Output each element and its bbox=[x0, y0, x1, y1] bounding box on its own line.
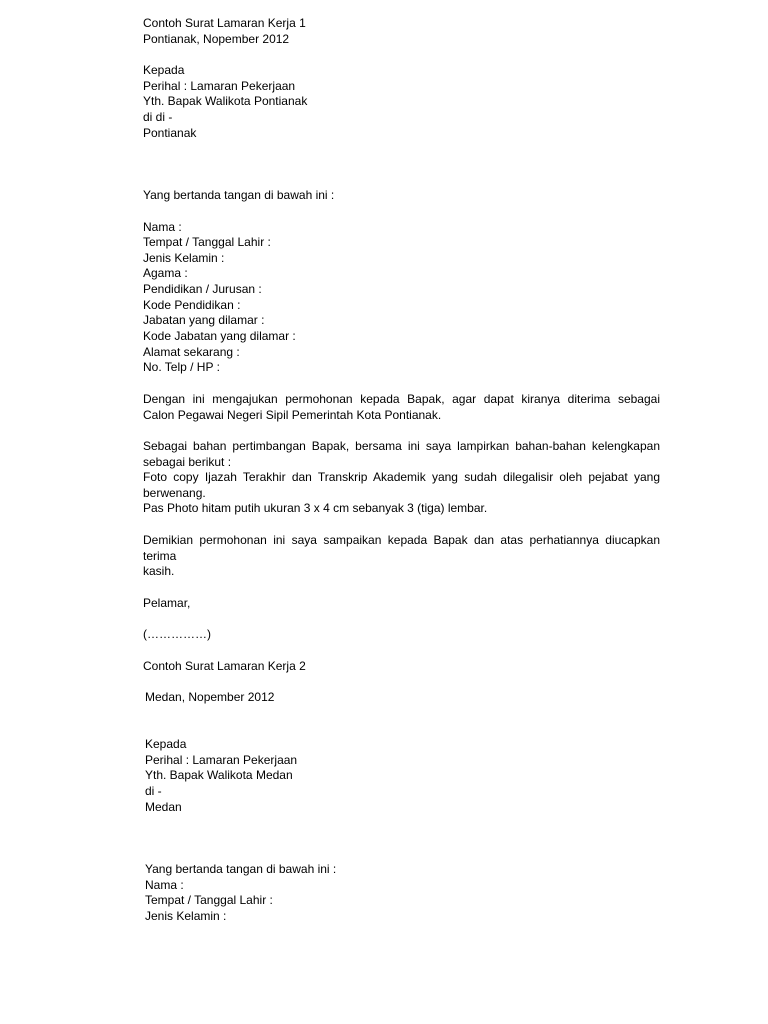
field-agama: Agama : bbox=[143, 266, 188, 280]
paragraph-line: Calon Pegawai Negeri Sipil Pemerintah Kota Pontianak. bbox=[143, 407, 442, 422]
letter1-kepada: Kepada bbox=[143, 63, 185, 77]
paragraph-line: berwenang. bbox=[143, 485, 206, 500]
letter2-place-date: Medan, Nopember 2012 bbox=[145, 690, 275, 704]
letter2-field-nama: Nama : bbox=[145, 878, 184, 892]
letter2-city: Medan bbox=[145, 800, 182, 814]
letter2-di: di - bbox=[145, 784, 162, 798]
letter1-intro: Yang bertanda tangan di bawah ini : bbox=[143, 188, 335, 202]
letter2-heading: Contoh Surat Lamaran Kerja 2 bbox=[143, 659, 306, 673]
field-nama: Nama : bbox=[143, 220, 182, 234]
paragraph-line: Demikian permohonan ini saya sampaikan kepada Bapak dan atas perhatiannya diucapkan bbox=[143, 533, 660, 547]
letter1-place-date: Pontianak, Nopember 2012 bbox=[143, 32, 290, 46]
letter1-paragraph-3 bbox=[143, 533, 660, 580]
field-alamat-sekarang: Alamat sekarang : bbox=[143, 345, 240, 359]
paragraph-line: kasih. bbox=[143, 564, 175, 579]
letter2-perihal: Perihal : Lamaran Pekerjaan bbox=[145, 753, 298, 767]
field-kode-pendidikan: Kode Pendidikan : bbox=[143, 298, 241, 312]
letter1-heading: Contoh Surat Lamaran Kerja 1 bbox=[143, 16, 306, 30]
letter2-kepada: Kepada bbox=[145, 737, 187, 751]
paragraph-line: terima bbox=[143, 548, 177, 563]
letter1-signature: (……………) bbox=[143, 627, 211, 641]
letter2-field-tempat-tanggal-lahir: Tempat / Tanggal Lahir : bbox=[145, 893, 273, 907]
letter1-closing: Pelamar, bbox=[143, 596, 191, 610]
paragraph-line: Pas Photo hitam putih ukuran 3 x 4 cm sebanyak 3 (tiga) lembar. bbox=[143, 501, 488, 516]
paragraph-line: Dengan ini mengajukan permohonan kepada Bapak, agar dapat kiranya diterima sebagai bbox=[143, 392, 660, 406]
field-no-telp: No. Telp / HP : bbox=[143, 360, 220, 374]
paragraph-line: sebagai berikut : bbox=[143, 454, 232, 469]
letter1-perihal: Perihal : Lamaran Pekerjaan bbox=[143, 79, 296, 93]
field-tempat-tanggal-lahir: Tempat / Tanggal Lahir : bbox=[143, 235, 271, 249]
letter2-yth: Yth. Bapak Walikota Medan bbox=[145, 768, 293, 782]
field-kode-jabatan: Kode Jabatan yang dilamar : bbox=[143, 329, 296, 343]
field-jabatan-dilamar: Jabatan yang dilamar : bbox=[143, 313, 265, 327]
letter2-intro: Yang bertanda tangan di bawah ini : bbox=[145, 862, 337, 876]
letter1-paragraph-2 bbox=[143, 439, 660, 517]
field-jenis-kelamin: Jenis Kelamin : bbox=[143, 251, 225, 265]
field-pendidikan-jurusan: Pendidikan / Jurusan : bbox=[143, 282, 262, 296]
letter1-city: Pontianak bbox=[143, 126, 197, 140]
paragraph-line: Foto copy Ijazah Terakhir dan Transkrip Akademik yang sudah dilegalisir oleh pejabat yang bbox=[143, 470, 660, 485]
letter1-di: di di - bbox=[143, 110, 173, 124]
letter1-yth: Yth. Bapak Walikota Pontianak bbox=[143, 94, 308, 108]
letter1-paragraph-1 bbox=[143, 392, 660, 423]
paragraph-line: Sebagai bahan pertimbangan Bapak, bersama ini saya lampirkan bahan-bahan kelengkapan bbox=[143, 439, 660, 453]
letter2-field-jenis-kelamin: Jenis Kelamin : bbox=[145, 909, 227, 923]
